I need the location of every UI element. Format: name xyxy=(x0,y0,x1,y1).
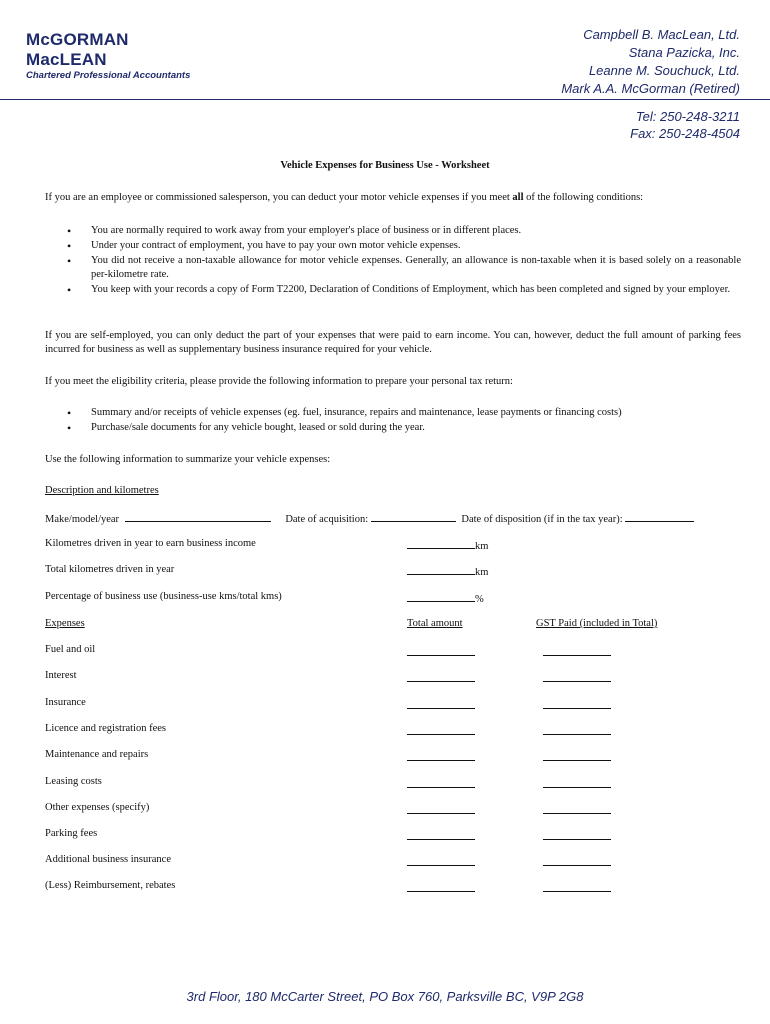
expense-label: Parking fees xyxy=(45,828,98,839)
expense-label: Additional business insurance xyxy=(45,854,171,865)
list-item: • Summary and/or receipts of vehicle expenses (eg. fuel, insurance, repairs and maintenance, lease payments or financing costs) xyxy=(45,406,741,420)
expense-label: Interest xyxy=(45,670,77,681)
km-total-input[interactable] xyxy=(407,564,475,575)
expense-label: Other expenses (specify) xyxy=(45,802,150,813)
total-amount-field[interactable] xyxy=(407,813,475,814)
intro-emphasis: all xyxy=(512,192,524,203)
list-item: • Under your contract of employment, you have to pay your own motor vehicle expenses. xyxy=(45,239,741,253)
contact-block xyxy=(630,108,740,142)
business-percentage-label: Percentage of business use (business-use kms/total kms) xyxy=(45,591,282,602)
list-item: • Purchase/sale documents for any vehicle bought, leased or sold during the year. xyxy=(45,421,741,435)
expense-label: Licence and registration fees xyxy=(45,723,166,734)
total-amount-field[interactable] xyxy=(407,760,475,761)
disposition-date-field[interactable] xyxy=(625,511,694,522)
km-section-heading: Description and kilometres xyxy=(45,485,159,496)
telephone: Tel: 250-248-3211 xyxy=(635,109,740,124)
gst-paid-field[interactable] xyxy=(543,865,611,866)
gst-paid-field[interactable] xyxy=(543,760,611,761)
gst-paid-field[interactable] xyxy=(543,708,611,709)
total-amount-field[interactable] xyxy=(407,734,475,735)
unit-label: km xyxy=(475,567,489,578)
partner-list xyxy=(561,26,740,98)
expense-label: Maintenance and repairs xyxy=(45,749,149,760)
expense-label: (Less) Reimbursement, rebates xyxy=(45,880,176,891)
page-title: Vehicle Expenses for Business Use - Worksheet xyxy=(280,160,490,171)
gst-paid-field[interactable] xyxy=(543,655,611,656)
vehicle-details-row xyxy=(45,511,694,525)
intro-text-end: of the following conditions: xyxy=(523,192,644,203)
disposition-date-label: Date of disposition (if in the tax year): xyxy=(461,514,623,525)
km-business-label: Kilometres driven in year to earn business income xyxy=(45,538,256,549)
expense-label: Leasing costs xyxy=(45,776,102,787)
intro-paragraph xyxy=(45,191,741,205)
expense-label: Fuel and oil xyxy=(45,644,96,655)
partner-name: Stana Pazicka, Inc. xyxy=(628,45,740,60)
gst-paid-field[interactable] xyxy=(543,891,611,892)
expense-label: Insurance xyxy=(45,697,86,708)
km-business-field xyxy=(407,538,488,552)
partner-name: Campbell B. MacLean, Ltd. xyxy=(583,27,740,42)
summarize-paragraph: Use the following information to summarize your vehicle expenses: xyxy=(45,454,331,465)
total-amount-field[interactable] xyxy=(407,865,475,866)
km-business-input[interactable] xyxy=(407,538,475,549)
total-amount-field[interactable] xyxy=(407,891,475,892)
km-total-field xyxy=(407,564,488,578)
total-amount-field[interactable] xyxy=(407,708,475,709)
make-model-field[interactable] xyxy=(125,511,271,522)
business-percentage-input[interactable] xyxy=(407,591,475,602)
gst-paid-field[interactable] xyxy=(543,681,611,682)
logo-line-1: McGORMAN xyxy=(26,30,129,49)
total-amount-field[interactable] xyxy=(407,839,475,840)
total-amount-header: Total amount xyxy=(407,618,463,629)
header-divider xyxy=(0,99,770,100)
partner-name: Mark A.A. McGorman (Retired) xyxy=(561,81,740,96)
conditions-list xyxy=(45,224,741,298)
gst-paid-field[interactable] xyxy=(543,813,611,814)
make-model-label: Make/model/year xyxy=(45,514,120,525)
documents-list xyxy=(45,406,741,436)
firm-logo xyxy=(26,30,190,82)
gst-paid-field[interactable] xyxy=(543,787,611,788)
km-total-label: Total kilometres driven in year xyxy=(45,564,175,575)
gst-paid-header: GST Paid (included in Total) xyxy=(536,618,658,629)
unit-label: % xyxy=(475,594,484,605)
fax: Fax: 250-248-4504 xyxy=(630,126,740,141)
total-amount-field[interactable] xyxy=(407,787,475,788)
expenses-heading: Expenses xyxy=(45,618,85,629)
list-item: • You keep with your records a copy of Form T2200, Declaration of Conditions of Employment, which has been completed and signed by your employer. xyxy=(45,283,741,297)
unit-label: km xyxy=(475,541,489,552)
acquisition-date-field[interactable] xyxy=(371,511,456,522)
list-item: • You are normally required to work away from your employer's place of business or in different places. xyxy=(45,224,741,238)
logo-tagline: Chartered Professional Accountants xyxy=(26,70,191,81)
gst-paid-field[interactable] xyxy=(543,839,611,840)
partner-name: Leanne M. Souchuck, Ltd. xyxy=(588,63,740,78)
eligibility-paragraph: If you meet the eligibility criteria, please provide the following information to prepare your personal tax return: xyxy=(45,376,513,387)
acquisition-date-label: Date of acquisition: xyxy=(285,514,369,525)
business-percentage-field xyxy=(407,591,484,605)
total-amount-field[interactable] xyxy=(407,655,475,656)
list-item: • You did not receive a non-taxable allowance for motor vehicle expenses. Generally, an allowance is non-taxable when it is based solely on a reasonable per-kilometre rate. xyxy=(45,254,741,282)
intro-text: If you are an employee or commissioned salesperson, you can deduct your motor vehicle expenses if you meet xyxy=(45,192,513,203)
logo-line-2: MacLEAN xyxy=(26,50,107,69)
self-employed-paragraph: If you are self-employed, you can only deduct the part of your expenses that were paid to earn income. You can, however, deduct the full amount of parking fees incurred for business as well as supplementary business insurance required for your vehicle. xyxy=(45,330,741,355)
gst-paid-field[interactable] xyxy=(543,734,611,735)
total-amount-field[interactable] xyxy=(407,681,475,682)
office-address: 3rd Floor, 180 McCarter Street, PO Box 760, Parksville BC, V9P 2G8 xyxy=(186,989,584,1004)
